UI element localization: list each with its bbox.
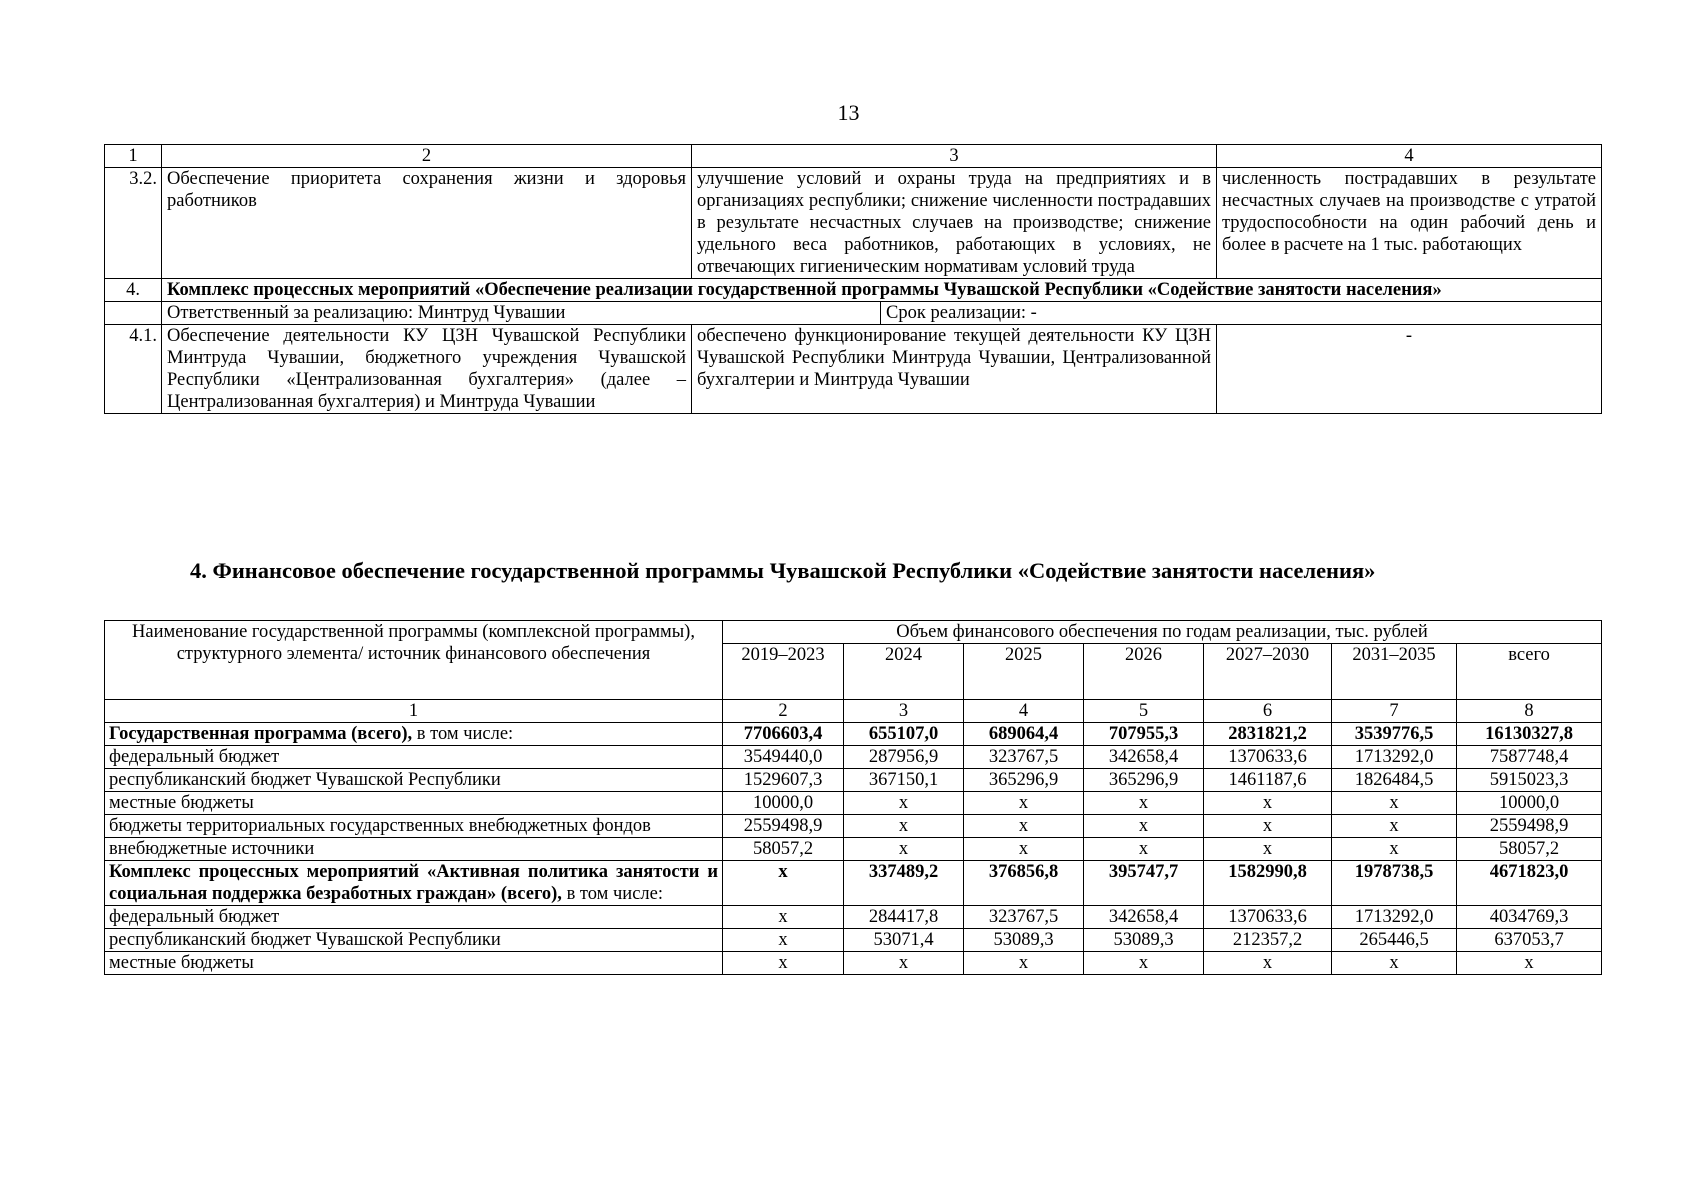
col-number-4: 4 <box>1217 145 1602 168</box>
header-volume-cell: Объем финансового обеспечения по годам реализации, тыс. рублей <box>723 621 1602 644</box>
value-cell: x <box>844 815 964 838</box>
col-number: 4 <box>964 700 1084 723</box>
value-cell: x <box>1204 815 1332 838</box>
value-cell: 1713292,0 <box>1332 906 1457 929</box>
value-cell: 689064,4 <box>964 723 1084 746</box>
value-cell: 2831821,2 <box>1204 723 1332 746</box>
source-label-cell: местные бюджеты <box>105 952 723 975</box>
value-cell: 3549440,0 <box>723 746 844 769</box>
value-cell: x <box>1204 952 1332 975</box>
table-row <box>105 769 1602 792</box>
value-cell: 395747,7 <box>1084 861 1204 906</box>
value-cell: x <box>1332 952 1457 975</box>
task-cell: Обеспечение деятельности КУ ЦЗН Чувашской Республики Минтруда Чувашии, бюджетного учреждения Чувашской Республики «Централизованная бухгалтерия» (далее – Централизованная бухгалтерия) и Минтруда Чувашии <box>162 325 692 414</box>
table-header-row <box>105 621 1602 644</box>
value-cell: 376856,8 <box>964 861 1084 906</box>
year-header: 2031–2035 <box>1332 644 1457 700</box>
financing-table <box>104 620 1602 975</box>
value-cell: x <box>1332 838 1457 861</box>
value-cell: 655107,0 <box>844 723 964 746</box>
row-number: 4. <box>105 279 162 302</box>
value-cell: 323767,5 <box>964 906 1084 929</box>
value-cell: 212357,2 <box>1204 929 1332 952</box>
value-cell: 365296,9 <box>964 769 1084 792</box>
value-cell: 1461187,6 <box>1204 769 1332 792</box>
value-cell: x <box>844 838 964 861</box>
header-name-cell: Наименование государственной программы (комплексной программы), структурного элемента/ источник финансового обеспечения <box>105 621 723 700</box>
value-cell: x <box>1457 952 1602 975</box>
value-cell: 342658,4 <box>1084 906 1204 929</box>
col-number: 1 <box>105 700 723 723</box>
value-cell: 365296,9 <box>1084 769 1204 792</box>
col-number: 8 <box>1457 700 1602 723</box>
table-header-row <box>105 145 1602 168</box>
col-number: 3 <box>844 700 964 723</box>
value-cell: 1370633,6 <box>1204 746 1332 769</box>
deadline-label: Срок реализации: - <box>886 303 1037 323</box>
value-cell: 58057,2 <box>723 838 844 861</box>
source-label-cell: бюджеты территориальных государственных внебюджетных фондов <box>105 815 723 838</box>
value-cell: x <box>964 952 1084 975</box>
value-cell: 1582990,8 <box>1204 861 1332 906</box>
col-number-1: 1 <box>105 145 162 168</box>
value-cell: 53071,4 <box>844 929 964 952</box>
result-cell: улучшение условий и охраны труда на предприятиях и в организациях республики; снижение численности пострадавших в результате несчастных случаев на производстве; снижение удельного веса работников, работающих в условиях, не отвечающих гигиеническим нормативам условий труда <box>692 168 1217 279</box>
col-number: 6 <box>1204 700 1332 723</box>
value-cell: x <box>1332 815 1457 838</box>
source-label-rest: в том числе: <box>412 724 514 744</box>
result-cell: обеспечено функционирование текущей деятельности КУ ЦЗН Чувашской Республики Минтруда Чувашии, Централизованной бухгалтерии и Минтруда Чувашии <box>692 325 1217 414</box>
value-cell: x <box>1204 838 1332 861</box>
value-cell: 1713292,0 <box>1332 746 1457 769</box>
value-cell: 3539776,5 <box>1332 723 1457 746</box>
value-cell: 58057,2 <box>1457 838 1602 861</box>
complex-title-cell: Комплекс процессных мероприятий «Обеспечение реализации государственной программы Чувашской Республики «Содействие занятости населения» <box>162 279 1602 302</box>
value-cell: 10000,0 <box>1457 792 1602 815</box>
value-cell: 1370633,6 <box>1204 906 1332 929</box>
source-label-cell: федеральный бюджет <box>105 746 723 769</box>
responsible-label: Ответственный за реализацию: Минтруд Чувашии <box>162 302 881 324</box>
value-cell: 342658,4 <box>1084 746 1204 769</box>
value-cell: 53089,3 <box>964 929 1084 952</box>
value-cell: 287956,9 <box>844 746 964 769</box>
value-cell: 2559498,9 <box>723 815 844 838</box>
value-cell: 16130327,8 <box>1457 723 1602 746</box>
financing-rows <box>105 723 1602 975</box>
value-cell: 265446,5 <box>1332 929 1457 952</box>
row-number: 4.1. <box>105 325 162 414</box>
col-number: 5 <box>1084 700 1204 723</box>
col-number: 2 <box>723 700 844 723</box>
value-cell: x <box>1204 792 1332 815</box>
value-cell: 53089,3 <box>1084 929 1204 952</box>
value-cell: x <box>1084 792 1204 815</box>
value-cell: x <box>1332 792 1457 815</box>
indicator-cell: - <box>1217 325 1602 414</box>
col-number-3: 3 <box>692 145 1217 168</box>
table-row <box>105 906 1602 929</box>
source-label-bold: Государственная программа (всего), <box>109 724 413 744</box>
value-cell: 7587748,4 <box>1457 746 1602 769</box>
value-cell: 1826484,5 <box>1332 769 1457 792</box>
table-row <box>105 279 1602 302</box>
value-cell: 1978738,5 <box>1332 861 1457 906</box>
value-cell: 323767,5 <box>964 746 1084 769</box>
source-label-cell <box>105 861 723 906</box>
empty-cell <box>105 302 162 325</box>
year-header: всего <box>1457 644 1602 700</box>
table-row <box>105 168 1602 279</box>
value-cell: 637053,7 <box>1457 929 1602 952</box>
year-header: 2027–2030 <box>1204 644 1332 700</box>
table-row <box>105 302 1602 325</box>
value-cell: x <box>723 929 844 952</box>
table-row <box>105 815 1602 838</box>
table-row <box>105 325 1602 414</box>
value-cell: 707955,3 <box>1084 723 1204 746</box>
source-label-cell: местные бюджеты <box>105 792 723 815</box>
value-cell: x <box>723 861 844 906</box>
value-cell: x <box>1084 952 1204 975</box>
page-number: 13 <box>837 100 860 125</box>
value-cell: 5915023,3 <box>1457 769 1602 792</box>
value-cell: 1529607,3 <box>723 769 844 792</box>
value-cell: 2559498,9 <box>1457 815 1602 838</box>
source-label-cell: федеральный бюджет <box>105 906 723 929</box>
value-cell: 10000,0 <box>723 792 844 815</box>
value-cell: 4671823,0 <box>1457 861 1602 906</box>
value-cell: x <box>964 792 1084 815</box>
year-header: 2019–2023 <box>723 644 844 700</box>
source-label-cell: республиканский бюджет Чувашской Республики <box>105 929 723 952</box>
year-header: 2025 <box>964 644 1084 700</box>
value-cell: 284417,8 <box>844 906 964 929</box>
value-cell: 337489,2 <box>844 861 964 906</box>
source-label-rest: в том числе: <box>561 884 663 904</box>
source-label-cell: республиканский бюджет Чувашской Республики <box>105 769 723 792</box>
col-number: 7 <box>1332 700 1457 723</box>
table-row <box>105 723 1602 746</box>
value-cell: x <box>844 952 964 975</box>
value-cell: x <box>964 815 1084 838</box>
value-cell: x <box>844 792 964 815</box>
value-cell: x <box>723 952 844 975</box>
value-cell: 367150,1 <box>844 769 964 792</box>
source-label-cell: внебюджетные источники <box>105 838 723 861</box>
value-cell: x <box>1084 838 1204 861</box>
table-colnum-row <box>105 700 1602 723</box>
value-cell: 4034769,3 <box>1457 906 1602 929</box>
responsible-row-cell <box>162 302 1602 325</box>
section-title: 4. Финансовое обеспечение государственной программы Чувашской Республики «Содействие занятости населения» <box>190 558 1376 583</box>
year-header: 2024 <box>844 644 964 700</box>
table-row <box>105 838 1602 861</box>
indicator-cell: численность пострадавших в результате несчастных случаев на производстве с утратой трудоспособности на один рабочий день и более в расчете на 1 тыс. работающих <box>1217 168 1602 279</box>
year-header: 2026 <box>1084 644 1204 700</box>
row-number: 3.2. <box>105 168 162 279</box>
task-cell: Обеспечение приоритета сохранения жизни и здоровья работников <box>162 168 692 279</box>
table-row <box>105 746 1602 769</box>
source-label-cell <box>105 723 723 746</box>
table-row <box>105 952 1602 975</box>
table-row <box>105 861 1602 906</box>
value-cell: x <box>723 906 844 929</box>
table-row <box>105 929 1602 952</box>
source-label-bold: Комплекс процессных мероприятий «Активная политика занятости и социальная поддержка безработных граждан» (всего), <box>109 862 718 904</box>
col-number-2: 2 <box>162 145 692 168</box>
value-cell: x <box>1084 815 1204 838</box>
table-row <box>105 792 1602 815</box>
value-cell: 7706603,4 <box>723 723 844 746</box>
activities-table <box>104 144 1602 414</box>
value-cell: x <box>964 838 1084 861</box>
